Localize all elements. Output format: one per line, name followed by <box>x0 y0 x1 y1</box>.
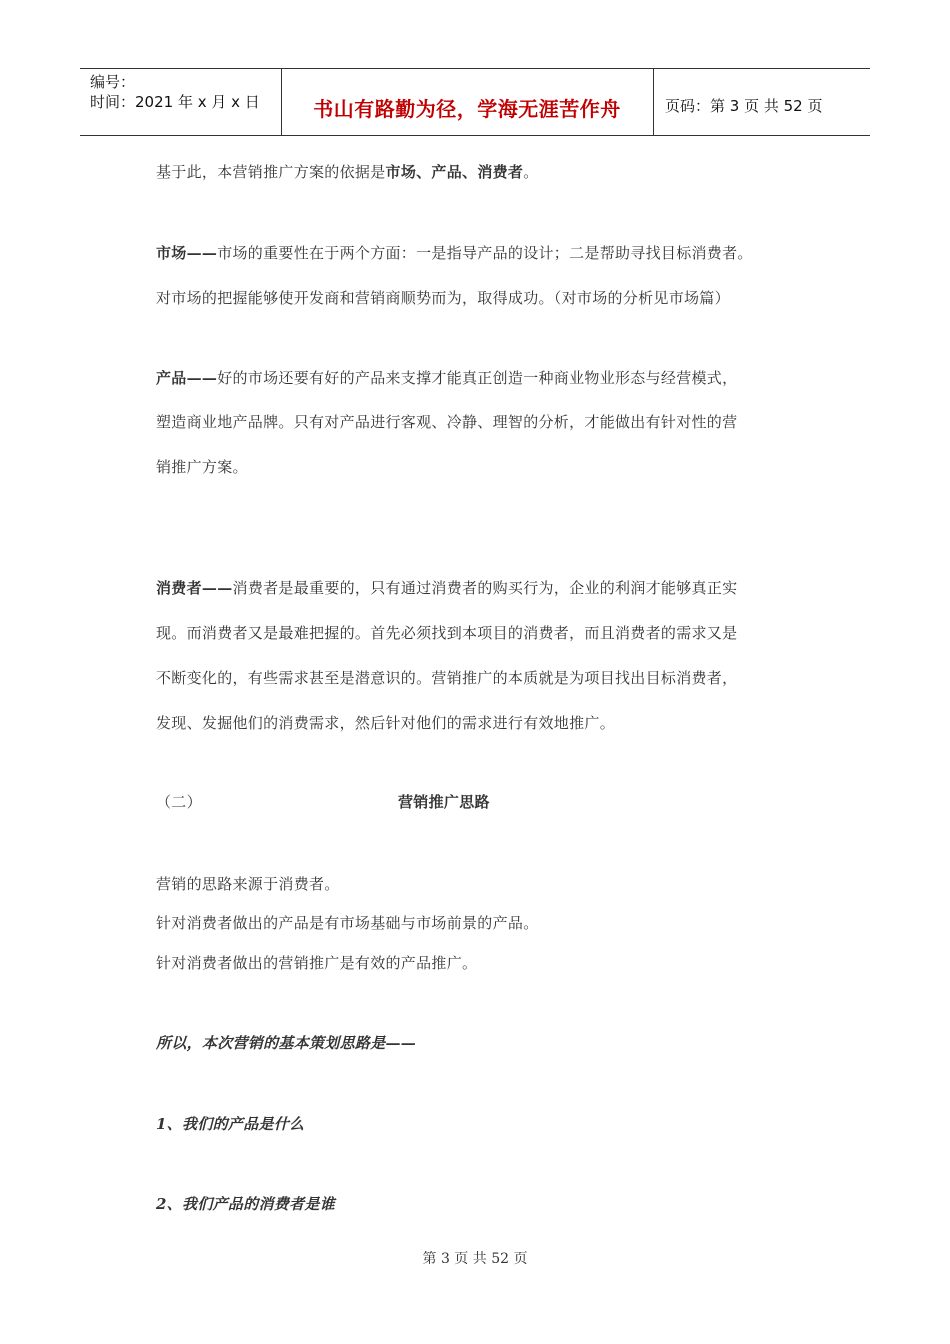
section-title: 营销推广思路 <box>398 793 490 811</box>
consumer-paragraph-line-4: 发现、发掘他们的消费需求，然后针对他们的需求进行有效地推广。 <box>156 714 616 732</box>
market-text-1: 市场的重要性在于两个方面：一是指导产品的设计；二是帮助寻找目标消费者。 <box>217 244 753 262</box>
product-paragraph-line-2: 塑造商业地产品牌。只有对产品进行客观、冷静、理智的分析，才能做出有针对性的营 <box>156 413 738 431</box>
header-page-info: 页码：第 3 页 共 52 页 <box>665 97 823 115</box>
intro-prefix: 基于此，本营销推广方案的依据是 <box>156 163 386 181</box>
idea-line-3: 针对消费者做出的营销推广是有效的产品推广。 <box>156 954 478 972</box>
document-date: 时间：2021 年 x 月 x 日 <box>90 93 260 111</box>
point-1: 1、我们的产品是什么 <box>156 1115 305 1133</box>
idea-line-2: 针对消费者做出的产品是有市场基础与市场前景的产品。 <box>156 914 539 932</box>
consumer-paragraph-line-1 <box>156 578 737 598</box>
market-paragraph-line-2: 对市场的把握能够使开发商和营销商顺势而为，取得成功。（对市场的分析见市场篇） <box>156 289 730 307</box>
intro-paragraph <box>156 162 539 182</box>
intro-suffix: 。 <box>523 163 539 181</box>
idea-line-1: 营销的思路来源于消费者。 <box>156 875 340 893</box>
section-number: （二） <box>156 793 202 811</box>
document-header <box>80 68 870 136</box>
header-page-cell <box>653 69 870 135</box>
point-2: 2、我们产品的消费者是谁 <box>156 1195 336 1213</box>
market-term: 市场—— <box>156 244 218 262</box>
document-number-label: 编号： <box>90 73 136 91</box>
consumer-term: 消费者—— <box>156 579 233 597</box>
page-footer: 第 3 页 共 52 页 <box>422 1251 528 1267</box>
consumer-paragraph-line-2: 现。而消费者又是最难把握的。首先必须找到本项目的消费者，而且消费者的需求又是 <box>156 624 738 642</box>
header-meta-cell <box>80 69 282 135</box>
market-paragraph-line-1 <box>156 243 753 263</box>
header-motto: 书山有路勤为径，学海无涯苦作舟 <box>313 97 621 121</box>
product-text-1: 好的市场还要有好的产品来支撑才能真正创造一种商业物业形态与经营模式， <box>217 369 738 387</box>
consumer-paragraph-line-3: 不断变化的，有些需求甚至是潜意识的。营销推广的本质就是为项目找出目标消费者， <box>156 669 738 687</box>
product-paragraph-line-3: 销推广方案。 <box>156 458 248 476</box>
product-term: 产品—— <box>156 369 218 387</box>
header-motto-cell <box>281 69 654 135</box>
summary-heading: 所以，本次营销的基本策划思路是—— <box>156 1034 417 1052</box>
intro-bold-keywords: 市场、产品、消费者 <box>385 163 524 181</box>
product-paragraph-line-1 <box>156 368 737 388</box>
consumer-text-1: 消费者是最重要的，只有通过消费者的购买行为，企业的利润才能够真正实 <box>232 579 738 597</box>
